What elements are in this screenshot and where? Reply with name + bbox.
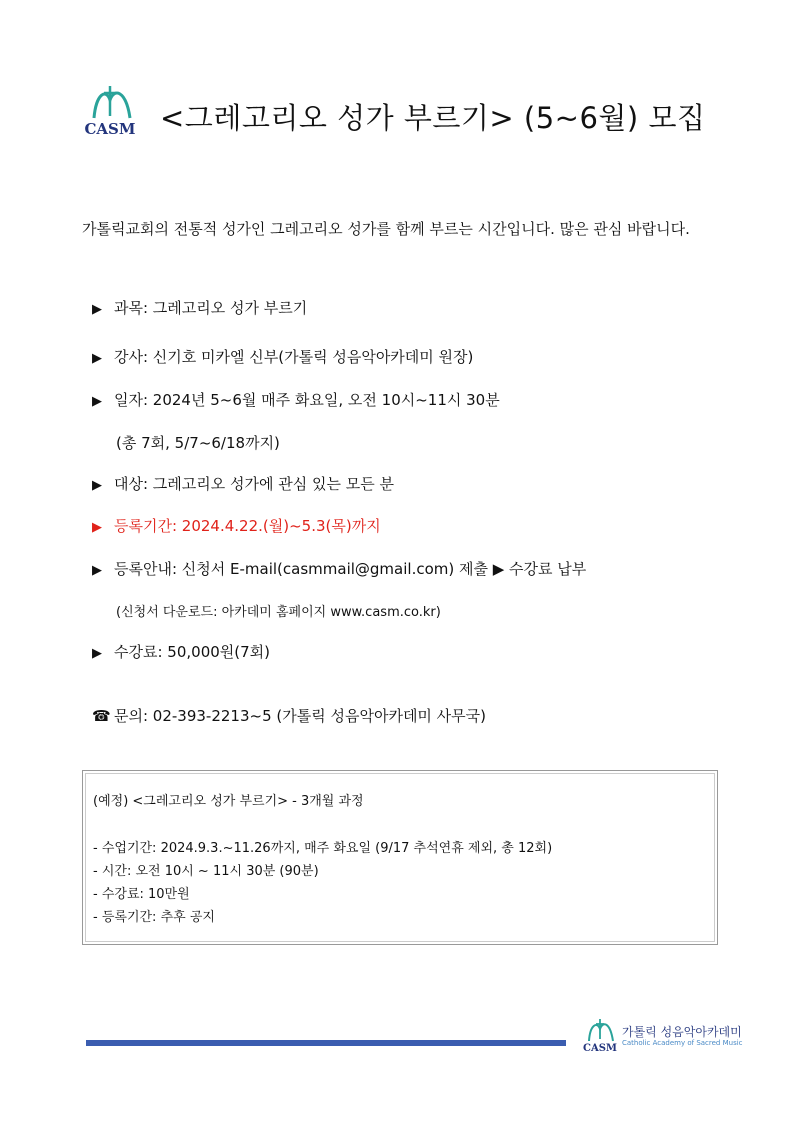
footer-org-name-en: Catholic Academy of Sacred Music <box>622 1039 743 1047</box>
contact-line <box>92 705 486 726</box>
contact-text: 문의: 02-393-2213~5 (가톨릭 성음악아카데미 사무국) <box>114 707 487 725</box>
footer-casm-logo <box>580 1018 620 1052</box>
item-lecturer <box>92 346 473 367</box>
casm-logo <box>80 84 140 136</box>
item-registration-period-text: 등록기간: 2024.4.22.(월)~5.3(목)까지 <box>114 517 381 535</box>
bullet-arrow-icon: ▶ <box>92 394 102 409</box>
item-subject <box>92 297 307 318</box>
item-fee-text: 수강료: 50,000원(7회) <box>114 643 271 661</box>
upcoming-course-box <box>82 770 718 945</box>
bullet-arrow-icon: ▶ <box>92 302 102 317</box>
bullet-arrow-icon: ▶ <box>92 520 102 535</box>
item-fee <box>92 641 270 662</box>
bullet-arrow-icon: ▶ <box>92 646 102 661</box>
footer-divider <box>86 1040 566 1046</box>
page-title: <그레고리오 성가 부르기> (5~6월) 모집 <box>160 101 706 135</box>
item-target-text: 대상: 그레고리오 성가에 관심 있는 모든 분 <box>114 475 394 493</box>
intro-paragraph: 가톨릭교회의 전통적 성가인 그레고리오 성가를 함께 부르는 시간입니다. 많은 관심 바랍니다. <box>82 220 690 238</box>
box-line-fee: - 수강료: 10만원 <box>93 887 190 902</box>
box-heading: (예정) <그레고리오 성가 부르기> - 3개월 과정 <box>93 794 364 809</box>
box-line-period: - 수업기간: 2024.9.3.~11.26까지, 매주 화요일 (9/17 추석연휴 제외, 총 12회) <box>93 841 553 856</box>
item-date-note: (총 7회, 5/7~6/18까지) <box>116 434 280 452</box>
bullet-arrow-icon: ▶ <box>92 478 102 493</box>
logo-text: CASM <box>84 120 136 136</box>
item-download-note: (신청서 다운로드: 아카데미 홈페이지 www.casm.co.kr) <box>116 605 441 620</box>
bullet-arrow-icon: ▶ <box>92 563 102 578</box>
item-date-text: 일자: 2024년 5~6월 매주 화요일, 오전 10시~11시 30분 <box>114 391 500 409</box>
box-line-time: - 시간: 오전 10시 ~ 11시 30분 (90분) <box>93 864 319 879</box>
item-lecturer-text: 강사: 신기호 미카엘 신부(가톨릭 성음악아카데미 원장) <box>114 348 474 366</box>
phone-icon: ☎ <box>92 707 111 725</box>
item-registration-guide <box>92 558 586 579</box>
bullet-arrow-icon: ▶ <box>92 351 102 366</box>
box-line-registration: - 등록기간: 추후 공지 <box>93 910 215 925</box>
item-subject-text: 과목: 그레고리오 성가 부르기 <box>114 299 308 317</box>
footer-logo-text: CASM <box>582 1043 618 1052</box>
item-registration-guide-text: 등록안내: 신청서 E-mail(casmmail@gmail.com) 제출 ▶ 수강료 납부 <box>114 560 587 578</box>
item-date <box>92 389 500 410</box>
footer-org-name: 가톨릭 성음악아카데미 <box>622 1025 742 1039</box>
item-target <box>92 473 394 494</box>
item-registration-period <box>92 515 381 536</box>
